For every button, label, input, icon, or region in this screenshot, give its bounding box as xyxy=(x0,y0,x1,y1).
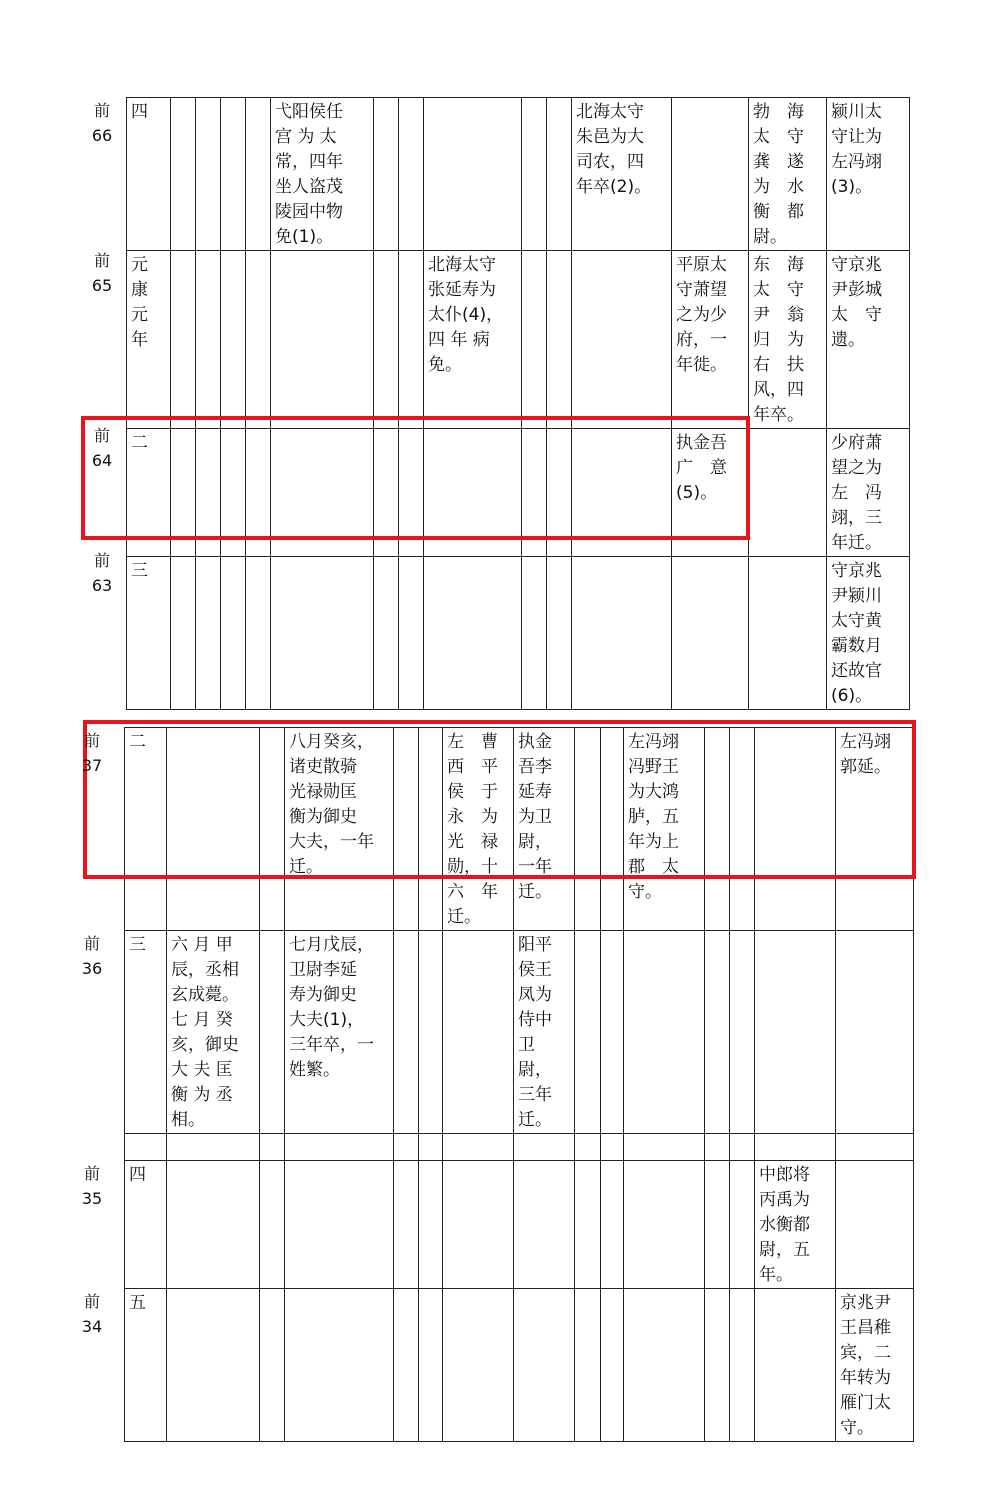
table-cell xyxy=(171,98,196,251)
table-cell xyxy=(419,1134,443,1161)
table-cell xyxy=(394,728,419,931)
table-bottom xyxy=(124,727,914,1442)
table-cell xyxy=(755,1289,836,1442)
table-cell xyxy=(443,1289,514,1442)
table-cell: 平原太 守萧望 之为少 府，一 年徙。 xyxy=(672,251,749,429)
table-cell: 阳平 侯王 凤为 侍中 卫 尉， 三年 迁。 xyxy=(514,931,575,1134)
table-cell xyxy=(271,251,374,429)
table-cell xyxy=(755,1134,836,1161)
table-cell xyxy=(443,931,514,1134)
table-cell xyxy=(575,1161,601,1289)
table-cell xyxy=(246,98,271,251)
table-cell xyxy=(705,1161,730,1289)
table-cell xyxy=(575,1289,601,1442)
table-row xyxy=(125,1134,914,1161)
table-cell xyxy=(601,728,624,931)
reign-year-cell: 三 xyxy=(127,557,171,710)
table-row xyxy=(125,931,914,1134)
table-cell xyxy=(514,1289,575,1442)
table-cell xyxy=(547,251,572,429)
table-cell: 京兆尹 王昌稚 宾，二 年转为 雁门太 守。 xyxy=(836,1289,914,1442)
table-cell: 左 曹 西 平 侯 于 永 为 光 禄 勋，十 六 年 迁。 xyxy=(443,728,514,931)
table-cell xyxy=(547,98,572,251)
table-cell xyxy=(522,557,547,710)
reign-year-cell: 二 xyxy=(125,728,167,931)
table-row xyxy=(127,98,910,251)
reign-year-cell xyxy=(125,1134,167,1161)
table-cell xyxy=(419,1289,443,1442)
year-label: 前 64 xyxy=(91,426,113,470)
table-cell xyxy=(374,98,399,251)
table-cell xyxy=(221,251,246,429)
reign-year-cell: 三 xyxy=(125,931,167,1134)
table-top xyxy=(126,97,910,710)
table-cell xyxy=(547,429,572,557)
table-cell xyxy=(514,1134,575,1161)
table-cell xyxy=(624,1134,705,1161)
table-cell xyxy=(575,1134,601,1161)
table-cell xyxy=(246,557,271,710)
table-cell xyxy=(394,1289,419,1442)
year-label: 前 63 xyxy=(91,551,113,595)
table-cell xyxy=(399,98,424,251)
table-cell: 左冯翊 郭延。 xyxy=(836,728,914,931)
reign-year-cell: 四 xyxy=(127,98,171,251)
year-label: 前 66 xyxy=(91,101,113,145)
table-cell xyxy=(394,1134,419,1161)
table-cell: 八月癸亥， 诸吏散骑 光禄勋匡 衡为御史 大夫，一年 迁。 xyxy=(285,728,394,931)
table-cell xyxy=(196,557,221,710)
table-cell xyxy=(196,251,221,429)
table-cell xyxy=(443,1161,514,1289)
table-cell xyxy=(705,1134,730,1161)
table-cell: 勃 海 太 守 龚 遂 为 水 衡 都 尉。 xyxy=(749,98,827,251)
table-cell xyxy=(246,251,271,429)
table-cell xyxy=(394,1161,419,1289)
table-cell xyxy=(575,931,601,1134)
table-cell xyxy=(424,429,522,557)
table-cell: 执金吾 广 意 (5)。 xyxy=(672,429,749,557)
reign-year-cell: 五 xyxy=(125,1289,167,1442)
table-cell xyxy=(749,557,827,710)
table-cell xyxy=(730,1289,755,1442)
table-cell xyxy=(672,557,749,710)
table-cell: 弋阳侯任 宫 为 太 常，四年 坐人盗茂 陵园中物 免(1)。 xyxy=(271,98,374,251)
year-label: 前 37 xyxy=(81,731,103,775)
table-cell xyxy=(836,1134,914,1161)
table-cell xyxy=(443,1134,514,1161)
table-cell xyxy=(624,931,705,1134)
table-cell xyxy=(624,1161,705,1289)
table-cell xyxy=(419,1161,443,1289)
table-cell: 守京兆 尹彭城 太 守 遗。 xyxy=(827,251,910,429)
year-label: 前 65 xyxy=(91,251,113,295)
table-cell xyxy=(399,251,424,429)
table-cell xyxy=(221,429,246,557)
table-cell xyxy=(167,1289,260,1442)
table-cell xyxy=(572,429,672,557)
table-cell: 北海太守 朱邑为大 司农，四 年卒(2)。 xyxy=(572,98,672,251)
table-cell xyxy=(522,98,547,251)
table-cell: 中郎将 丙禹为 水衡都 尉，五 年。 xyxy=(755,1161,836,1289)
table-cell xyxy=(196,429,221,557)
table-cell xyxy=(260,1134,285,1161)
table-cell xyxy=(522,429,547,557)
table-row xyxy=(127,557,910,710)
reign-year-cell: 元 康 元 年 xyxy=(127,251,171,429)
table-cell xyxy=(424,98,522,251)
table-cell xyxy=(260,1289,285,1442)
table-cell xyxy=(271,429,374,557)
table-cell xyxy=(221,557,246,710)
table-cell xyxy=(167,1134,260,1161)
table-cell xyxy=(374,251,399,429)
table-cell xyxy=(171,429,196,557)
table-cell xyxy=(271,557,374,710)
table-cell xyxy=(572,557,672,710)
table-cell: 颍川太 守让为 左冯翊 (3)。 xyxy=(827,98,910,251)
table-cell xyxy=(374,557,399,710)
table-cell xyxy=(260,931,285,1134)
table-cell xyxy=(285,1134,394,1161)
table-cell xyxy=(749,429,827,557)
table-row xyxy=(125,728,914,931)
table-cell xyxy=(419,728,443,931)
table-cell xyxy=(419,931,443,1134)
table-cell: 七月戊辰， 卫尉李延 寿为御史 大夫(1)， 三年卒，一 姓繁。 xyxy=(285,931,394,1134)
table-cell xyxy=(547,557,572,710)
reign-year-cell: 四 xyxy=(125,1161,167,1289)
table-cell xyxy=(424,557,522,710)
table-cell xyxy=(624,1289,705,1442)
table-cell xyxy=(575,728,601,931)
table-cell xyxy=(730,728,755,931)
table-cell xyxy=(285,1289,394,1442)
table-cell xyxy=(705,728,730,931)
table-cell: 少府萧 望之为 左 冯 翊，三 年迁。 xyxy=(827,429,910,557)
table-cell xyxy=(601,931,624,1134)
table-cell xyxy=(836,931,914,1134)
table-cell xyxy=(246,429,271,557)
table-cell xyxy=(285,1161,394,1289)
table-cell xyxy=(705,1289,730,1442)
table-cell xyxy=(601,1289,624,1442)
table-cell xyxy=(836,1161,914,1289)
table-cell xyxy=(601,1161,624,1289)
table-cell xyxy=(171,251,196,429)
table-cell xyxy=(601,1134,624,1161)
table-cell xyxy=(399,429,424,557)
table-cell xyxy=(221,98,246,251)
table-cell xyxy=(755,931,836,1134)
year-label: 前 36 xyxy=(81,934,103,978)
table-cell: 东 海 太 守 尹 翁 归 为 右 扶 风，四 年卒。 xyxy=(749,251,827,429)
table-cell xyxy=(730,1134,755,1161)
table-cell: 守京兆 尹颍川 太守黄 霸数月 还故官 (6)。 xyxy=(827,557,910,710)
year-label: 前 34 xyxy=(81,1292,103,1336)
table-cell: 左冯翊 冯野王 为大鸿 胪，五 年为上 郡 太 守。 xyxy=(624,728,705,931)
table-cell xyxy=(705,931,730,1134)
table-cell: 北海太守 张延寿为 太仆(4)， 四 年 病 免。 xyxy=(424,251,522,429)
table-cell xyxy=(755,728,836,931)
reign-year-cell: 二 xyxy=(127,429,171,557)
table-row xyxy=(125,1161,914,1289)
table-cell xyxy=(572,251,672,429)
table-cell: 六 月 甲 辰，丞相 玄成薨。 七 月 癸 亥，御史 大 夫 匡 衡 为 丞 相。 xyxy=(167,931,260,1134)
table-cell xyxy=(672,98,749,251)
table-cell xyxy=(514,1161,575,1289)
table-cell xyxy=(394,931,419,1134)
table-cell xyxy=(167,728,260,931)
year-label: 前 35 xyxy=(81,1164,103,1208)
table-cell xyxy=(196,98,221,251)
table-row xyxy=(127,429,910,557)
table-cell xyxy=(399,557,424,710)
table-cell xyxy=(374,429,399,557)
table-cell: 执金 吾李 延寿 为卫 尉， 一年 迁。 xyxy=(514,728,575,931)
table-cell xyxy=(522,251,547,429)
table-cell xyxy=(171,557,196,710)
table-cell xyxy=(730,931,755,1134)
table-cell xyxy=(260,728,285,931)
table-cell xyxy=(167,1161,260,1289)
table-cell xyxy=(730,1161,755,1289)
table-row xyxy=(125,1289,914,1442)
table-row xyxy=(127,251,910,429)
table-cell xyxy=(260,1161,285,1289)
